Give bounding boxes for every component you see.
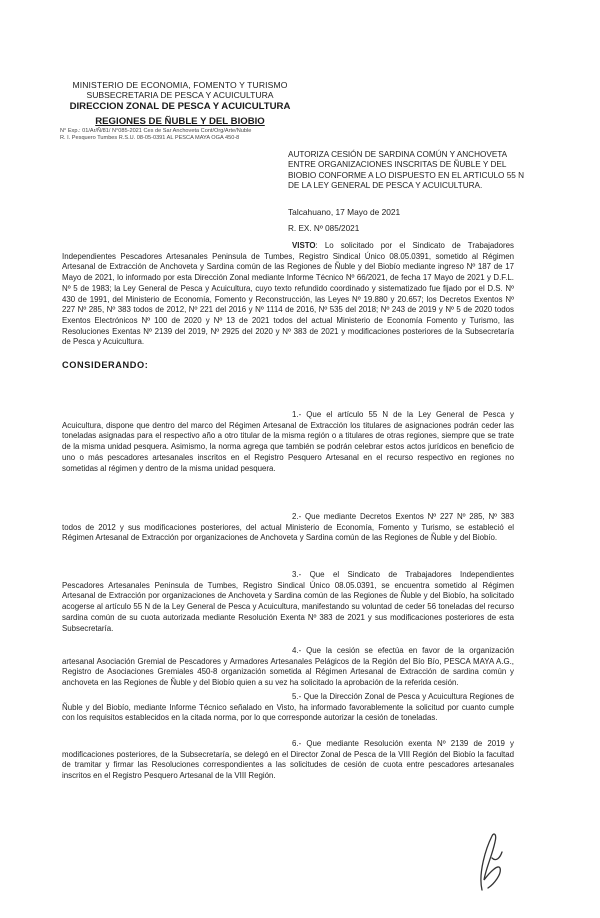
paragraph-text: 4.- Que la cesión se efectúa en favor de la organización artesanal Asociación Gremial de Pescadores y Armadores Artesanales Pelágicos de la Región del Bío Bío, PESCA MAYA A.G., Registro de Asociaciones Gremiales 450-8 organización sometida al Régimen Artesanal de Extracción de sardina común y anchoveta en las Regiones de Ñuble y del Biobío quien a su vez ha solicitado la aprobación de la referida cesión. [62, 646, 514, 688]
considerando-paragraph-3 [62, 570, 514, 634]
considerando-heading: CONSIDERANDO: [62, 360, 149, 370]
resolution-subject: AUTORIZA CESIÓN DE SARDINA COMÚN Y ANCHOVETA ENTRE ORGANIZACIONES INSCRITAS DE ÑUBLE Y DEL BIOBIO CONFORME A LO DISPUESTO EN EL ARTICULO 55 N DE LA LEY GENERAL DE PESCA Y ACUICULTURA. [288, 150, 524, 191]
expediente-line: N° Exp.: 01/Ar/Ñ/81/ N°085-2021 Ces de Sar Anchoveta Cont/Org/Arte/Nuble [60, 128, 252, 134]
considerando-paragraph-6 [62, 739, 514, 782]
registro-line: R. I. Pesquero Tumbes R.S.U. 08-05-0391 AL PESCA MAYA OGA 450-8 [60, 135, 240, 141]
visto-paragraph [62, 241, 514, 348]
visto-label: VISTO [292, 241, 316, 250]
regiones-line: REGIONES DE ÑUBLE Y DEL BIOBIO [95, 116, 265, 127]
date-line: Talcahuano, 17 Mayo de 2021 [288, 207, 401, 217]
considerando-paragraph-4 [62, 646, 514, 689]
paragraph-text: 1.- Que el artículo 55 N de la Ley General de Pesca y Acuicultura, dispone que dentro del marco del Régimen Artesanal de Extracción los titulares de asignaciones podrán ceder las toneladas asignadas para el respectivo año a otro titular de la misma región o a titulares de otras regiones, siempre que se trate de la misma unidad pesquera. Asimismo, la norma agrega que también se podrán celebrar estos actos jurídicos en beneficio de uno o más pescadores artesanales inscritos en el Registro Pesquero Artesanal en el recurso respectivo en regiones no sometidas al régimen y dentro de la misma unidad pesquera. [62, 410, 514, 473]
paragraph-text: 6.- Que mediante Resolución exenta Nº 2139 de 2019 y modificaciones posteriores, de la Subsecretaría, se delegó en el Director Zonal de Pesca de la VIII Región del Biobío la facultad de tramitar y firmar las Resoluciones correspondientes a las solicitudes de cesión de cuota entre pescadores artesanales inscritos en el Registro Pesquero Artesanal de la VIII Región. [62, 739, 514, 781]
resolution-number: R. EX. Nº 085/2021 [288, 224, 360, 233]
visto-text: : Lo solicitado por el Sindicato de Trabajadores Independientes Pescadores Artesanales Peninsula de Tumbes, Registro Sindical Único 08.05.0391, sometido al Régimen Artesanal de Extracción de Anchoveta y Sardina común de las Regiones de Ñuble y del Biobío mediante ingreso Nº 187 de 17 Mayo de 2021, lo informado por esta Dirección Zonal mediante Informe Técnico Nº 66/2021, de fecha 17 Mayo de 2021 y D.F.L. Nº 5 de 1983; la Ley General de Pesca y Acuicultura, cuyo texto refundido coordinado y sistematizado fue fijado por el D.S. Nº 430 de 1991, del Ministerio de Economía, Fomento y Reconstrucción, las Leyes Nº 19.880 y 20.657; los Decretos Exentos Nº 227 Nº 285, Nº 383 todos de 2012, Nº 221 del 2016 y Nº 1114 de 2016, Nº 535 del 2018; Nº 243 de 2019 y Nº 5 de 2020 todos Exentos Electrónicos Nº 100 de 2020 y Nº 13 de 2021 todos del actual Ministerio de Economía Fomento y Turismo, las Resoluciones Exentas Nº 2139 del 2019, Nº 2925 del 2020 y Nº 383 de 2021 y modificaciones posteriores de la Subsecretaría de Pesca y Acuicultura. [62, 241, 514, 347]
subsecretaria-line: SUBSECRETARIA DE PESCA Y ACUICULTURA [86, 90, 274, 100]
ministry-line: MINISTERIO DE ECONOMIA, FOMENTO Y TURISMO [72, 80, 288, 90]
paragraph-text: 3.- Que el Sindicato de Trabajadores Independientes Pescadores Artesanales Peninsula de Tumbes, Registro Sindical Único 08.05.0391, se encuentra sometido al Régimen Artesanal de Extracción por organizaciones de Anchoveta y Sardina común de las Regiones de Ñuble y del Biobío, ha solicitado acogerse al artículo 55 N de la Ley General de Pesca y Acuicultura, manifestando su voluntad de ceder 56 toneladas del recurso sardina común de su cuota autorizada mediante Resolución Exenta Nº 383 de 2021 y sus modificaciones posteriores de esta Subsecretaría. [62, 570, 514, 633]
paragraph-text: 2.- Que mediante Decretos Exentos Nº 227 Nº 285, Nº 383 todos de 2012 y sus modificaciones posteriores, del actual Ministerio de Economía, Fomento y Turismo, se estableció el Régimen Artesanal de Extracción por organizaciones de Anchoveta y Sardina común de las Regiones de Ñuble y del Biobío. [62, 512, 514, 543]
signature-initials [472, 828, 506, 898]
considerando-paragraph-5 [62, 692, 514, 724]
considerando-paragraph-1 [62, 410, 514, 474]
direccion-zonal-line: DIRECCION ZONAL DE PESCA Y ACUICULTURA [69, 101, 291, 112]
paragraph-text: 5.- Que la Dirección Zonal de Pesca y Acuicultura Regiones de Ñuble y del Biobío, mediante Informe Técnico señalado en Visto, ha informado favorablemente la solicitud por cuanto cumple con los requisitos establecidos en la citada norma, por lo que corresponde autorizar la cesión de toneladas. [62, 692, 514, 723]
letterhead [60, 80, 300, 142]
considerando-paragraph-2 [62, 512, 514, 544]
